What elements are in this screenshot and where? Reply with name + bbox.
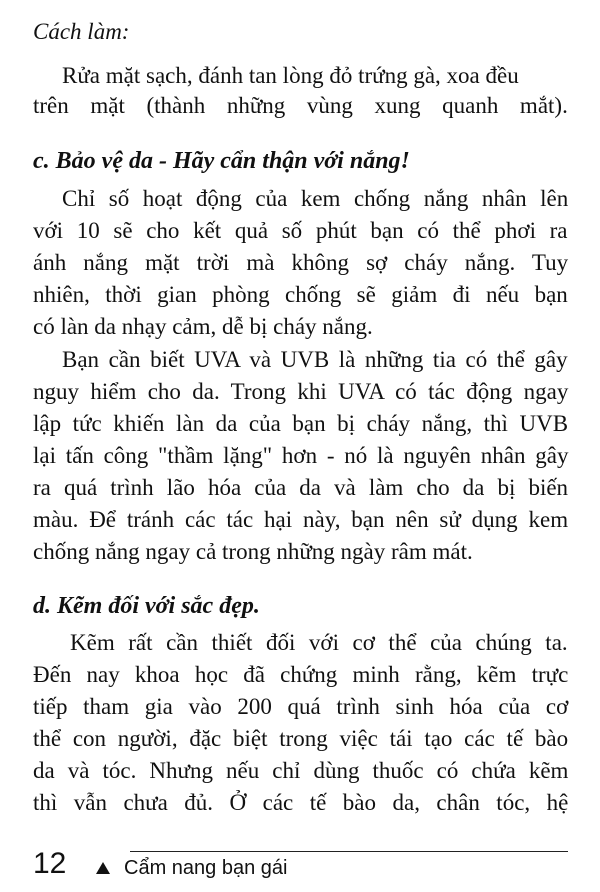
section-c-para1-line: nhiên, thời gian phòng chống sẽ giảm đi nếu bạn: [33, 282, 568, 307]
section-d-para1-line: thì vẫn chưa đủ. Ở các tế bào da, chân tóc, hệ: [33, 790, 569, 815]
section-c-para2-line: nguy hiểm cho da. Trong khi UVA có tác động ngay: [33, 379, 569, 404]
instructions-label: Cách làm:: [33, 19, 130, 44]
section-c-para1-line: có làn da nhạy cảm, dễ bị cháy nắng.: [33, 314, 373, 339]
footer-divider: [130, 851, 568, 852]
page-number: 12: [33, 847, 67, 880]
book-title: Cẩm nang bạn gái: [124, 857, 288, 879]
section-c-para2-line: lập tức khiến làn da của bạn bị cháy nắng, thì UVB: [33, 411, 569, 436]
section-d-para1-line: tiếp tham gia vào 200 quá trình sinh hóa của cơ: [33, 694, 569, 719]
section-d-para1-line: da và tóc. Nhưng nếu chỉ dùng thuốc có chứa kẽm: [33, 758, 569, 783]
section-c-para1-line: với 10 sẽ cho kết quả số phút bạn có thể phơi ra: [33, 218, 568, 243]
section-c-para2-line: chống nắng ngay cả trong những ngày râm mát.: [33, 539, 473, 564]
section-c-para1-line: ánh nắng mặt trời mà không sợ cháy nắng. Tuy: [33, 250, 569, 275]
section-d-heading: d. Kẽm đối với sắc đẹp.: [33, 593, 260, 619]
triangle-icon: [96, 862, 110, 874]
section-c-para1-line: Chỉ số hoạt động của kem chống nắng nhân lên: [62, 186, 569, 211]
section-c-para2-line: lại tấn công "thầm lặng" hơn - nó là nguyên nhân gây: [33, 443, 569, 468]
section-c-para2-line: màu. Để tránh các tác hại này, bạn nên sử dụng kem: [33, 507, 569, 532]
section-c-para2-line: ra quá trình lão hóa của da và làm cho da bị biến: [33, 475, 569, 500]
section-c-para2-line: Bạn cần biết UVA và UVB là những tia có thể gây: [62, 347, 568, 372]
instructions-line: Rửa mặt sạch, đánh tan lòng đỏ trứng gà, xoa đều: [62, 63, 519, 88]
section-d-para1-line: thể con người, đặc biệt trong việc tái tạo các tế bào: [33, 726, 569, 751]
section-c-heading: c. Bảo vệ da - Hãy cẩn thận với nắng!: [33, 148, 410, 174]
section-d-para1-line: Kẽm rất cần thiết đối với cơ thể của chúng ta.: [70, 630, 568, 655]
section-d-para1-line: Đến nay khoa học đã chứng minh rằng, kẽm trực: [33, 662, 569, 687]
instructions-line: trên mặt (thành những vùng xung quanh mắt).: [33, 93, 568, 118]
